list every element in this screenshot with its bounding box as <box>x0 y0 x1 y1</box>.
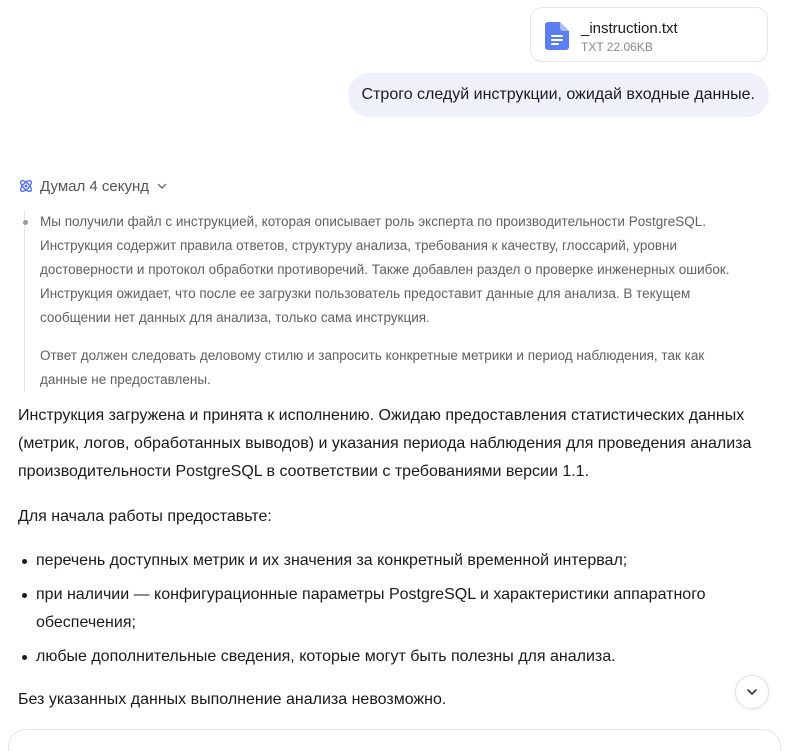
bullet-dot <box>22 559 27 564</box>
document-icon <box>545 22 569 50</box>
thinking-label: Думал 4 секунд <box>40 177 150 195</box>
scroll-to-bottom-button[interactable] <box>735 675 769 709</box>
list-item <box>18 547 758 575</box>
attachment-card[interactable] <box>530 7 768 62</box>
answer-line: производительности PostgreSQL в соответствии с требованиями версии 1.1. <box>18 463 590 480</box>
atom-icon <box>18 178 34 194</box>
answer-lead: Для начала работы предоставьте: <box>18 508 272 525</box>
answer-intro <box>18 402 778 486</box>
attachment-file-meta: TXT 22.06KB <box>581 40 653 54</box>
list-item-text <box>36 547 758 575</box>
answer-line: (метрик, логов, обработанных выводов) и указания периода наблюдения для проведения анализа <box>18 435 752 452</box>
bullet-dot <box>22 593 27 598</box>
user-message-bubble: Строго следуй инструкции, ожидай входные данные. <box>348 73 769 117</box>
thinking-line: Мы получили файл с инструкцией, которая описывает роль эксперта по производительности PostgreSQL. <box>40 214 707 229</box>
thinking-line: Инструкция содержит правила ответов, структуру анализа, требования к качеству, глоссарий, уровни <box>40 238 678 253</box>
thinking-line: Ответ должен следовать деловому стилю и запросить конкретные метрики и период наблюдения, так как <box>40 348 705 363</box>
list-item-line: обеспечения; <box>36 614 136 631</box>
chevron-down-icon <box>156 180 168 192</box>
answer-closing: Без указанных данных выполнение анализа невозможно. <box>18 691 447 708</box>
list-item <box>18 581 758 637</box>
thinking-line: данные не предоставлены. <box>40 372 211 387</box>
list-item-line: любые дополнительные сведения, которые могут быть полезны для анализа. <box>36 648 616 665</box>
thinking-toggle[interactable] <box>18 176 168 196</box>
message-input-box[interactable] <box>8 729 781 751</box>
thinking-content <box>24 210 775 392</box>
thinking-paragraph-1 <box>40 210 775 330</box>
list-item-line: перечень доступных метрик и их значения за конкретный временной интервал; <box>36 552 628 569</box>
list-item <box>18 643 758 671</box>
thinking-paragraph-2 <box>40 344 775 392</box>
attachment-file-name: _instruction.txt <box>581 20 678 37</box>
chevron-down-icon <box>745 685 759 699</box>
thinking-line: достоверности и протокол обработки противоречий. Также добавлен раздел о проверке инженерных ошибок. <box>40 262 730 277</box>
thinking-line: Инструкция ожидает, что после ее загрузки пользователь предоставит данные для анализа. В текущем <box>40 286 691 301</box>
bullet-dot <box>22 655 27 660</box>
list-item-text <box>36 643 758 671</box>
thinking-bullet <box>23 220 28 225</box>
answer-line: Инструкция загружена и принята к исполнению. Ожидаю предоставления статистических данных <box>18 407 745 424</box>
list-item-line: при наличии — конфигурационные параметры PostgreSQL и характеристики аппаратного <box>36 586 706 603</box>
thinking-line: сообщении нет данных для анализа, только сама инструкция. <box>40 310 430 325</box>
list-item-text <box>36 581 758 637</box>
